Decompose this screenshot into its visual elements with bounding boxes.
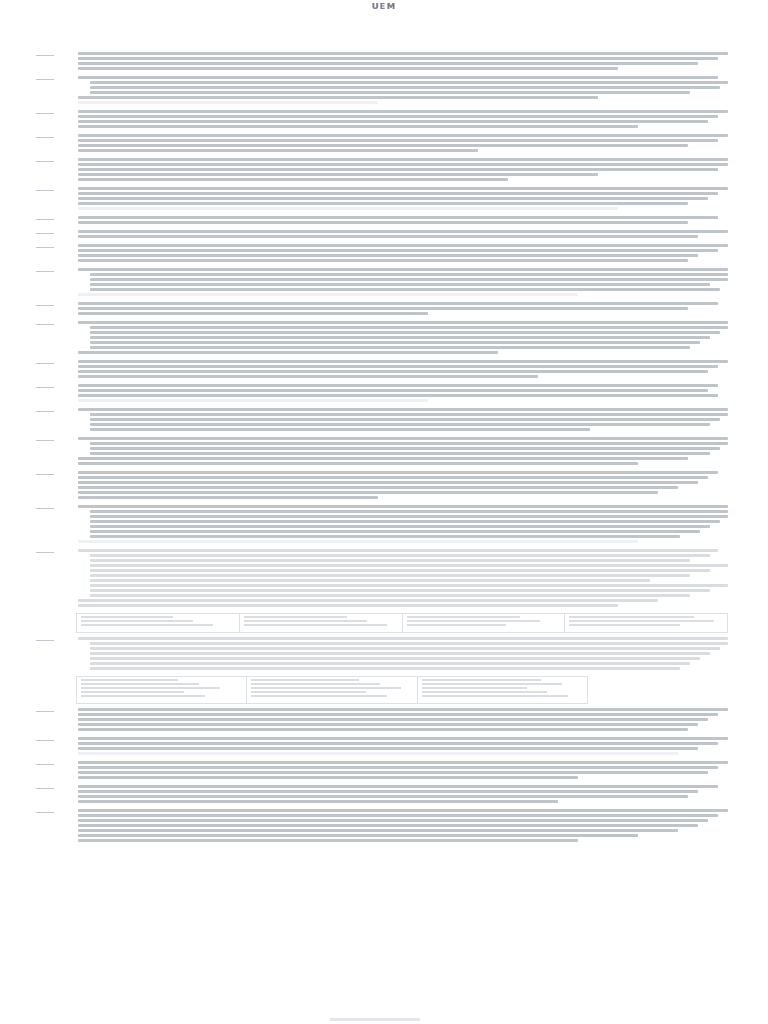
paragraph-number (36, 764, 54, 765)
text-line (78, 321, 728, 324)
paragraph-block (36, 110, 728, 128)
text-line (78, 202, 688, 205)
text-line (78, 708, 728, 711)
list-item-line (90, 535, 680, 538)
text-line (78, 785, 718, 788)
text-line (78, 540, 638, 543)
list-item-line (90, 273, 728, 276)
paragraph-number (36, 508, 54, 509)
list-item-line (90, 81, 728, 84)
text-line (78, 800, 558, 803)
text-line (78, 307, 688, 310)
text-line (78, 115, 718, 118)
text-line (78, 599, 658, 602)
list-item-line (90, 594, 690, 597)
paragraph-block (36, 230, 728, 238)
text-line (78, 144, 688, 147)
list-item-line (90, 341, 700, 344)
paragraph-number (36, 387, 54, 388)
list-item-line (90, 574, 690, 577)
text-line (78, 158, 728, 161)
paragraph-block (36, 505, 728, 543)
text-line (78, 360, 728, 363)
list-item-line (90, 86, 720, 89)
text-line (78, 192, 718, 195)
list-item-line (90, 569, 710, 572)
text-line (78, 235, 698, 238)
text-line (78, 216, 718, 219)
table-cell (565, 614, 727, 632)
text-line (78, 549, 718, 552)
list-item-line (90, 428, 590, 431)
text-line (78, 771, 708, 774)
text-line (78, 254, 698, 257)
list-item-line (90, 662, 690, 665)
paragraph-number (36, 740, 54, 741)
text-line (78, 163, 728, 166)
paragraph-number (36, 219, 54, 220)
text-line (78, 168, 718, 171)
text-line (78, 814, 718, 817)
text-line (78, 476, 708, 479)
data-table (76, 676, 588, 704)
paragraph-number (36, 161, 54, 162)
text-line (78, 728, 688, 731)
paragraph-block (36, 187, 728, 210)
data-table (76, 613, 728, 633)
list-item-line (90, 657, 700, 660)
list-item-line (90, 413, 728, 416)
paragraph-number (36, 411, 54, 412)
list-item-line (90, 452, 710, 455)
document-body (36, 52, 728, 848)
text-line (78, 125, 638, 128)
table-cell (77, 614, 240, 632)
logo: ᴜᴇᴍ (371, 0, 397, 12)
text-line (78, 384, 718, 387)
table-cell (418, 677, 587, 703)
text-line (78, 221, 688, 224)
list-item-line (90, 423, 710, 426)
list-item-line (90, 418, 720, 421)
paragraph-number (36, 55, 54, 56)
paragraph-block (36, 761, 728, 779)
paragraph-number (36, 363, 54, 364)
text-line (78, 173, 598, 176)
list-item-line (90, 442, 728, 445)
paragraph-number (36, 137, 54, 138)
list-item-line (90, 326, 728, 329)
text-line (78, 505, 728, 508)
text-line (78, 481, 698, 484)
paragraph-number (36, 305, 54, 306)
paragraph-block (36, 158, 728, 181)
text-line (78, 752, 678, 755)
text-line (78, 471, 718, 474)
text-line (78, 375, 538, 378)
text-line (78, 486, 678, 489)
text-line (78, 399, 428, 402)
text-line (78, 408, 728, 411)
text-line (78, 134, 728, 137)
paragraph-block (36, 244, 728, 262)
table-cell (240, 614, 403, 632)
text-line (78, 57, 718, 60)
text-line (78, 776, 578, 779)
list-item-line (90, 447, 720, 450)
text-line (78, 312, 428, 315)
list-item-line (90, 584, 728, 587)
table-cell (403, 614, 566, 632)
table-cell (247, 677, 417, 703)
paragraph-block (36, 408, 728, 431)
text-line (78, 819, 708, 822)
paragraph-number (36, 711, 54, 712)
list-item-line (90, 652, 710, 655)
paragraph-number (36, 271, 54, 272)
paragraph-block (36, 216, 728, 224)
paragraph-number (36, 79, 54, 80)
list-item-line (90, 288, 720, 291)
text-line (78, 67, 618, 70)
paragraph-number (36, 552, 54, 553)
text-line (78, 737, 728, 740)
paragraph-block (36, 785, 728, 803)
paragraph-number (36, 113, 54, 114)
text-line (78, 249, 718, 252)
paragraph-block (36, 384, 728, 402)
text-line (78, 197, 708, 200)
text-line (78, 120, 708, 123)
paragraph-number (36, 247, 54, 248)
text-line (78, 394, 718, 397)
text-line (78, 96, 598, 99)
text-line (78, 496, 378, 499)
text-line (78, 389, 708, 392)
paragraph-block (36, 708, 728, 731)
paragraph-block (36, 549, 728, 607)
page-footer (330, 1018, 420, 1021)
list-item-line (90, 510, 728, 513)
text-line (78, 713, 718, 716)
text-line (78, 62, 698, 65)
list-item-line (90, 559, 690, 562)
list-item-line (90, 278, 728, 281)
text-line (78, 462, 638, 465)
text-line (78, 370, 708, 373)
text-line (78, 637, 728, 640)
paragraph-number (36, 640, 54, 641)
list-item-line (90, 579, 650, 582)
list-item-line (90, 525, 710, 528)
paragraph-block (36, 737, 728, 755)
text-line (78, 268, 728, 271)
list-item-line (90, 283, 710, 286)
text-line (78, 829, 678, 832)
text-line (78, 437, 728, 440)
text-line (78, 178, 508, 181)
paragraph-number (36, 233, 54, 234)
paragraph-block (36, 268, 728, 296)
paragraph-block (36, 809, 728, 842)
list-item-line (90, 564, 728, 567)
text-line (78, 207, 618, 210)
text-line (78, 795, 688, 798)
text-line (78, 149, 478, 152)
paragraph-number (36, 324, 54, 325)
text-line (78, 244, 728, 247)
paragraph-number (36, 440, 54, 441)
text-line (78, 259, 688, 262)
paragraph-block (36, 637, 728, 670)
text-line (78, 604, 618, 607)
list-item-line (90, 589, 710, 592)
text-line (78, 491, 658, 494)
text-line (78, 52, 728, 55)
text-line (78, 834, 638, 837)
paragraph-number (36, 812, 54, 813)
list-item-line (90, 515, 728, 518)
paragraph-block (36, 52, 728, 70)
table-cell (77, 677, 247, 703)
paragraph-block (36, 321, 728, 354)
paragraph-number (36, 190, 54, 191)
text-line (78, 742, 718, 745)
text-line (78, 790, 698, 793)
text-line (78, 809, 728, 812)
paragraph-block (36, 360, 728, 378)
list-item-line (90, 331, 720, 334)
list-item-line (90, 554, 710, 557)
paragraph-block (36, 302, 728, 315)
paragraph-block (36, 76, 728, 104)
text-line (78, 351, 498, 354)
paragraph-number (36, 474, 54, 475)
text-line (78, 747, 698, 750)
list-item-line (90, 647, 720, 650)
text-line (78, 723, 698, 726)
text-line (78, 365, 718, 368)
list-item-line (90, 642, 728, 645)
text-line (78, 718, 708, 721)
list-item-line (90, 336, 710, 339)
text-line (78, 110, 728, 113)
text-line (78, 824, 698, 827)
text-line (78, 302, 718, 305)
text-line (78, 230, 728, 233)
text-line (78, 761, 728, 764)
list-item-line (90, 91, 690, 94)
text-line (78, 139, 718, 142)
text-line (78, 293, 578, 296)
list-item-line (90, 520, 720, 523)
text-line (78, 187, 728, 190)
list-item-line (90, 346, 690, 349)
paragraph-block (36, 437, 728, 465)
list-item-line (90, 667, 680, 670)
text-line (78, 766, 718, 769)
text-line (78, 457, 688, 460)
text-line (78, 76, 718, 79)
text-line (78, 839, 578, 842)
paragraph-number (36, 788, 54, 789)
list-item-line (90, 530, 700, 533)
paragraph-block (36, 134, 728, 152)
text-line (78, 101, 378, 104)
paragraph-block (36, 471, 728, 499)
